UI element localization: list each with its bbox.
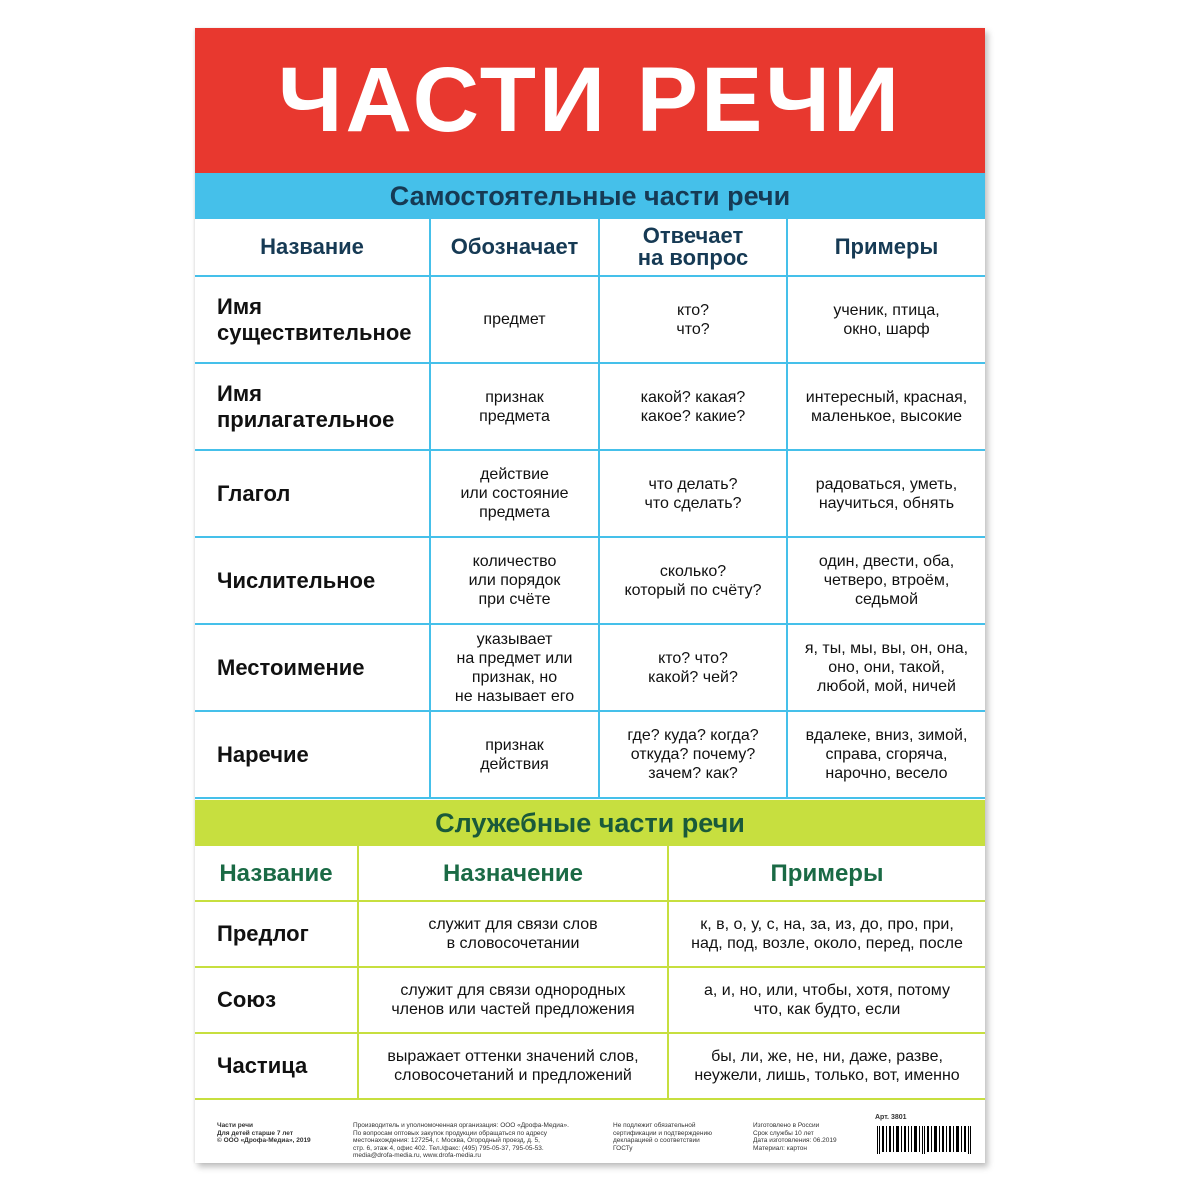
part-question: кто? что?	[600, 277, 788, 364]
part-name: Числительное	[195, 538, 431, 625]
part-purpose: служит для связи однородных членов или частей предложения	[359, 968, 669, 1034]
section1-heading-band	[195, 173, 985, 219]
part-examples: один, двести, оба, четверо, втроём, седьмой	[788, 538, 985, 625]
footer-product-info: Части речи Для детей старше 7 лет © ООО «Дрофа-Медиа», 2019	[217, 1122, 311, 1144]
part-question: где? куда? когда? откуда? почему? зачем? как?	[600, 712, 788, 799]
part-examples: бы, ли, же, не, ни, даже, разве, неужели, лишь, только, вот, именно	[669, 1034, 985, 1100]
part-meaning: признак действия	[431, 712, 600, 799]
footer-publisher-info: Производитель и уполномоченная организация: ООО «Дрофа-Медиа». По вопросам оптовых закупок продукции обращаться по адресу местонахождения: 127254, г. Москва, Огородный проезд, д. 5, стр. 6, этаж 4, офис 402. Тел./факс: (495) 795-05-37, 795-05-53. media@drofa-media.ru, www.drofa-media.ru	[353, 1122, 569, 1159]
auxiliary-parts-table	[195, 846, 985, 1100]
part-meaning: предмет	[431, 277, 600, 364]
part-name: Имя существительное	[195, 277, 431, 364]
column-header: Примеры	[788, 219, 985, 277]
part-examples: к, в, о, у, с, на, за, из, до, про, при, над, под, возле, около, перед, после	[669, 902, 985, 968]
column-header: Название	[195, 846, 359, 902]
part-name: Глагол	[195, 451, 431, 538]
part-question: кто? что? какой? чей?	[600, 625, 788, 712]
part-examples: радоваться, уметь, научиться, обнять	[788, 451, 985, 538]
part-name: Предлог	[195, 902, 359, 968]
section1-heading: Самостоятельные части речи	[389, 180, 791, 211]
part-name: Имя прилагательное	[195, 364, 431, 451]
footer	[195, 1116, 985, 1163]
part-examples: вдалеке, вниз, зимой, справа, сгоряча, нарочно, весело	[788, 712, 985, 799]
article-number: Арт. 3801	[875, 1114, 907, 1121]
part-name: Местоимение	[195, 625, 431, 712]
column-header: Примеры	[669, 846, 985, 902]
part-examples: я, ты, мы, вы, он, она, оно, они, такой, любой, мой, ничей	[788, 625, 985, 712]
part-examples: интересный, красная, маленькое, высокие	[788, 364, 985, 451]
footer-certification: Не подлежит обязательной сертификации и подтверждению декларацией о соответствии ГОСТу	[613, 1122, 712, 1152]
part-purpose: выражает оттенки значений слов, словосочетаний и предложений	[359, 1034, 669, 1100]
part-question: какой? какая? какое? какие?	[600, 364, 788, 451]
section2-heading: Служебные части речи	[435, 807, 745, 838]
column-header: Название	[195, 219, 431, 277]
barcode-icon	[875, 1124, 975, 1160]
part-meaning: количество или порядок при счёте	[431, 538, 600, 625]
part-name: Союз	[195, 968, 359, 1034]
part-purpose: служит для связи слов в словосочетании	[359, 902, 669, 968]
footer-manufacture-info: Изготовлено в России Срок службы 10 лет Дата изготовления: 06.2019 Материал: картон	[753, 1122, 837, 1152]
column-header: Назначение	[359, 846, 669, 902]
part-question: сколько? который по счёту?	[600, 538, 788, 625]
part-name: Частица	[195, 1034, 359, 1100]
part-question: что делать? что сделать?	[600, 451, 788, 538]
title-banner	[195, 28, 985, 173]
independent-parts-table	[195, 219, 985, 799]
column-header: Обозначает	[431, 219, 600, 277]
part-examples: ученик, птица, окно, шарф	[788, 277, 985, 364]
page-title: ЧАСТИ РЕЧИ	[277, 49, 903, 151]
poster	[195, 28, 985, 1163]
part-examples: а, и, но, или, чтобы, хотя, потому что, как будто, если	[669, 968, 985, 1034]
column-header: Отвечает на вопрос	[600, 219, 788, 277]
section2-heading-band	[195, 800, 985, 846]
part-name: Наречие	[195, 712, 431, 799]
part-meaning: действие или состояние предмета	[431, 451, 600, 538]
part-meaning: признак предмета	[431, 364, 600, 451]
part-meaning: указывает на предмет или признак, но не называет его	[431, 625, 600, 712]
